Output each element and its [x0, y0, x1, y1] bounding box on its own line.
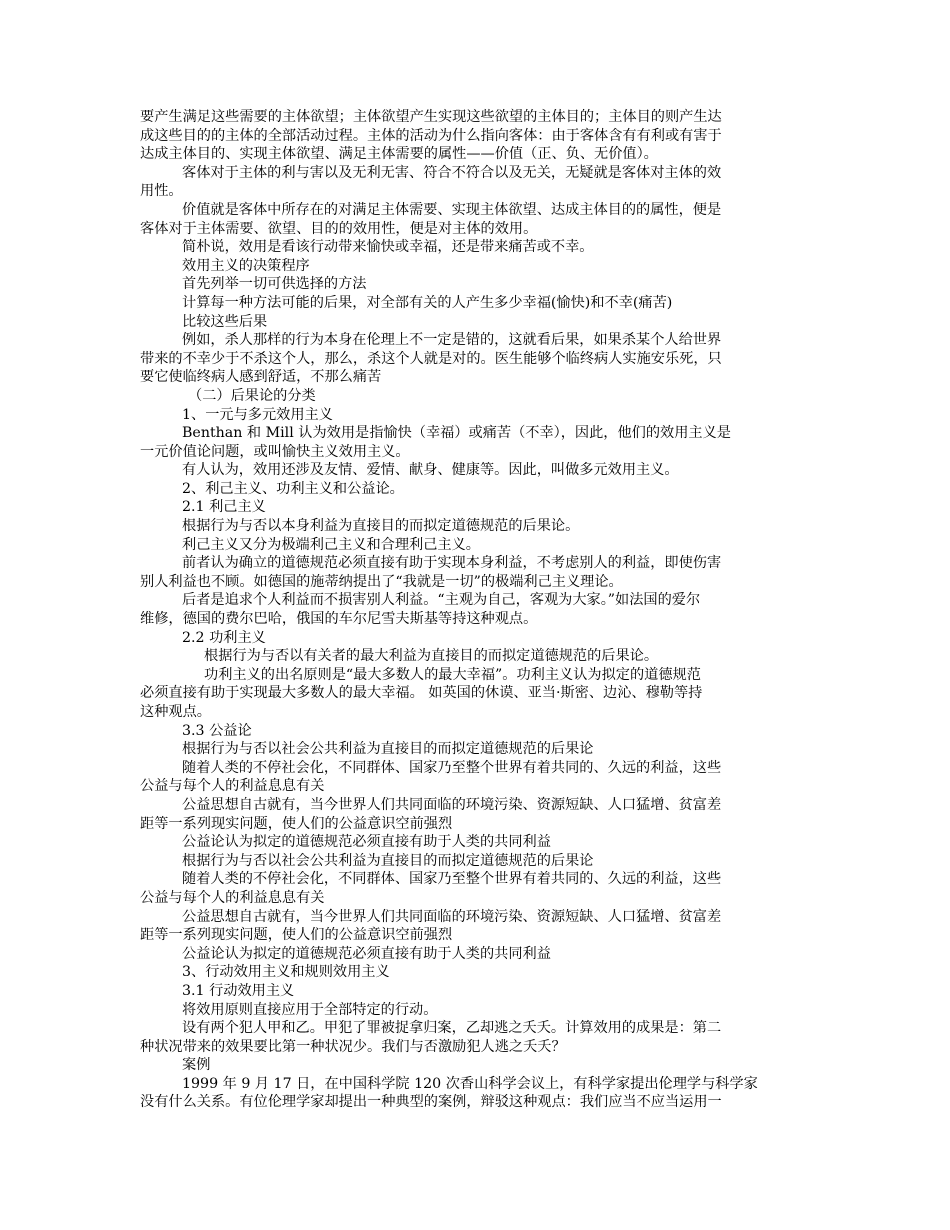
text-line: 客体对于主体的利与害以及无利无害、符合不符合以及无关，无疑就是客体对主体的效 — [182, 164, 722, 181]
text-line: 计算每一种方法可能的后果，对全部有关的人产生多少幸福(愉快)和不幸(痛苦) — [182, 294, 673, 311]
text-line: 简朴说，效用是看该行动带来愉快或幸福，还是带来痛苦或不幸。 — [182, 239, 594, 256]
text-line: 随着人类的不停社会化，不同群体、国家乃至整个世界有着共同的、久远的利益，这些 — [182, 759, 722, 776]
text-line: 距等一系列现实问题，使人们的公益意识空前强烈 — [140, 815, 453, 832]
text-line: 公益与每个人的利益息息有关 — [140, 889, 325, 906]
text-line: 一元价值论问题，或叫愉快主义效用主义。 — [140, 443, 410, 460]
text-line: 首先列举一切可供选择的方法 — [182, 276, 367, 293]
text-line: 公益思想自古就有，当今世界人们共同面临的环境污染、资源短缺、人口猛增、贫富差 — [182, 908, 722, 925]
text-line: 有人认为，效用还涉及友情、爱情、献身、健康等。因此，叫做多元效用主义。 — [182, 462, 679, 479]
text-line: 维修，德国的费尔巴哈，俄国的车尔尼雪夫斯基等持这种观点。 — [140, 611, 538, 628]
text-line: 根据行为与否以社会公共利益为直接目的而拟定道德规范的后果论 — [182, 852, 594, 869]
text-line: 带来的不幸少于不杀这个人，那么，杀这个人就是对的。医生能够个临终病人实施安乐死，只 — [140, 350, 722, 367]
text-line: 前者认为确立的道德规范必须直接有助于实现本身利益，不考虑别人的利益，即使伤害 — [182, 555, 722, 572]
text-line: 这种观点。 — [140, 704, 211, 720]
text-line: Benthan 和 Mill 认为效用是指愉快（幸福）或痛苦（不幸），因此，他们的效用主义是 — [182, 425, 731, 442]
text-line: 3.3 公益论 — [182, 722, 252, 739]
text-line: 公益与每个人的利益息息有关 — [140, 778, 325, 795]
text-line: 例如，杀人那样的行为本身在伦理上不一定是错的，这就看后果，如果杀某个人给世界 — [182, 332, 722, 349]
text-line: 将效用原则直接应用于全部特定的行动。 — [182, 1001, 438, 1018]
text-line: 根据行为与否以社会公共利益为直接目的而拟定道德规范的后果论 — [182, 741, 594, 758]
text-line: 根据行为与否以有关者的最大利益为直接目的而拟定道德规范的后果论。 — [204, 648, 659, 665]
text-line: 案例 — [182, 1057, 211, 1074]
text-line: 成这些目的的主体的全部活动过程。主体的活动为什么指向客体：由于客体含有有利或有害于 — [140, 127, 722, 144]
text-line: 种状况带来的效果要比第一种状况少。我们与否激励犯人逃之夭夭？ — [140, 1038, 566, 1055]
text-line: 1999 年 9 月 17 日，在中国科学院 120 次香山科学会议上，有科学家提出伦理学与科学家 — [182, 1075, 758, 1092]
text-line: 2、利己主义、功利主义和公益论。 — [182, 480, 404, 497]
text-line: 3、行动效用主义和规则效用主义 — [182, 964, 390, 981]
text-line: 价值就是客体中所存在的对满足主体需要、实现主体欲望、达成主体目的的属性，便是 — [182, 201, 722, 218]
text-line: 没有什么关系。有位伦理学家却提出一种典型的案例，辩驳这种观点：我们应当不应当运用一 — [140, 1094, 722, 1111]
text-line: 客体对于主体需要、欲望、目的的效用性，便是对主体的效用。 — [140, 220, 538, 237]
text-line: 2.2 功利主义 — [182, 629, 266, 646]
text-line: 3.1 行动效用主义 — [182, 982, 295, 999]
text-line: 别人利益也不顾。如德国的施蒂纳提出了“我就是一切”的极端利己主义理论。 — [140, 573, 623, 590]
text-line: 利己主义又分为极端利己主义和合理利己主义。 — [182, 536, 480, 553]
text-line: 后者是追求个人利益而不损害别人利益。“主观为自己，客观为大家。”如法国的爱尔 — [182, 592, 701, 609]
text-line: 2.1 利己主义 — [182, 499, 266, 516]
text-line: 公益思想自古就有，当今世界人们共同面临的环境污染、资源短缺、人口猛增、贫富差 — [182, 796, 722, 813]
text-line: 效用主义的决策程序 — [182, 257, 310, 274]
text-line: 公益论认为拟定的道德规范必须直接有助于人类的共同利益 — [182, 945, 551, 962]
text-line: 随着人类的不停社会化，不同群体、国家乃至整个世界有着共同的、久远的利益，这些 — [182, 871, 722, 888]
text-line: 根据行为与否以本身利益为直接目的而拟定道德规范的后果论。 — [182, 518, 580, 535]
text-line: 要产生满足这些需要的主体欲望；主体欲望产生实现这些欲望的主体目的；主体目的则产生达 — [140, 109, 722, 125]
text-line: （二）后果论的分类 — [188, 387, 316, 404]
text-line: 1、一元与多元效用主义 — [182, 406, 333, 423]
text-line: 设有两个犯人甲和乙。甲犯了罪被捉拿归案，乙却逃之夭夭。计算效用的成果是：第二 — [182, 1020, 722, 1037]
text-line: 必须直接有助于实现最大多数人的最大幸福。 如英国的休谟、亚当·斯密、边沁、穆勒等持 — [140, 685, 703, 702]
text-line: 要它使临终病人感到舒适，不那么痛苦 — [140, 369, 382, 386]
text-line: 距等一系列现实问题，使人们的公益意识空前强烈 — [140, 927, 453, 944]
text-line: 用性。 — [140, 183, 183, 200]
text-line: 功利主义的出名原则是“最大多数人的最大幸福”。功利主义认为拟定的道德规范 — [204, 666, 701, 683]
text-line: 达成主体目的、实现主体欲望、满足主体需要的属性——价值（正、负、无价值）。 — [140, 146, 658, 163]
text-line: 公益论认为拟定的道德规范必须直接有助于人类的共同利益 — [182, 834, 551, 851]
text-line: 比较这些后果 — [182, 313, 268, 330]
